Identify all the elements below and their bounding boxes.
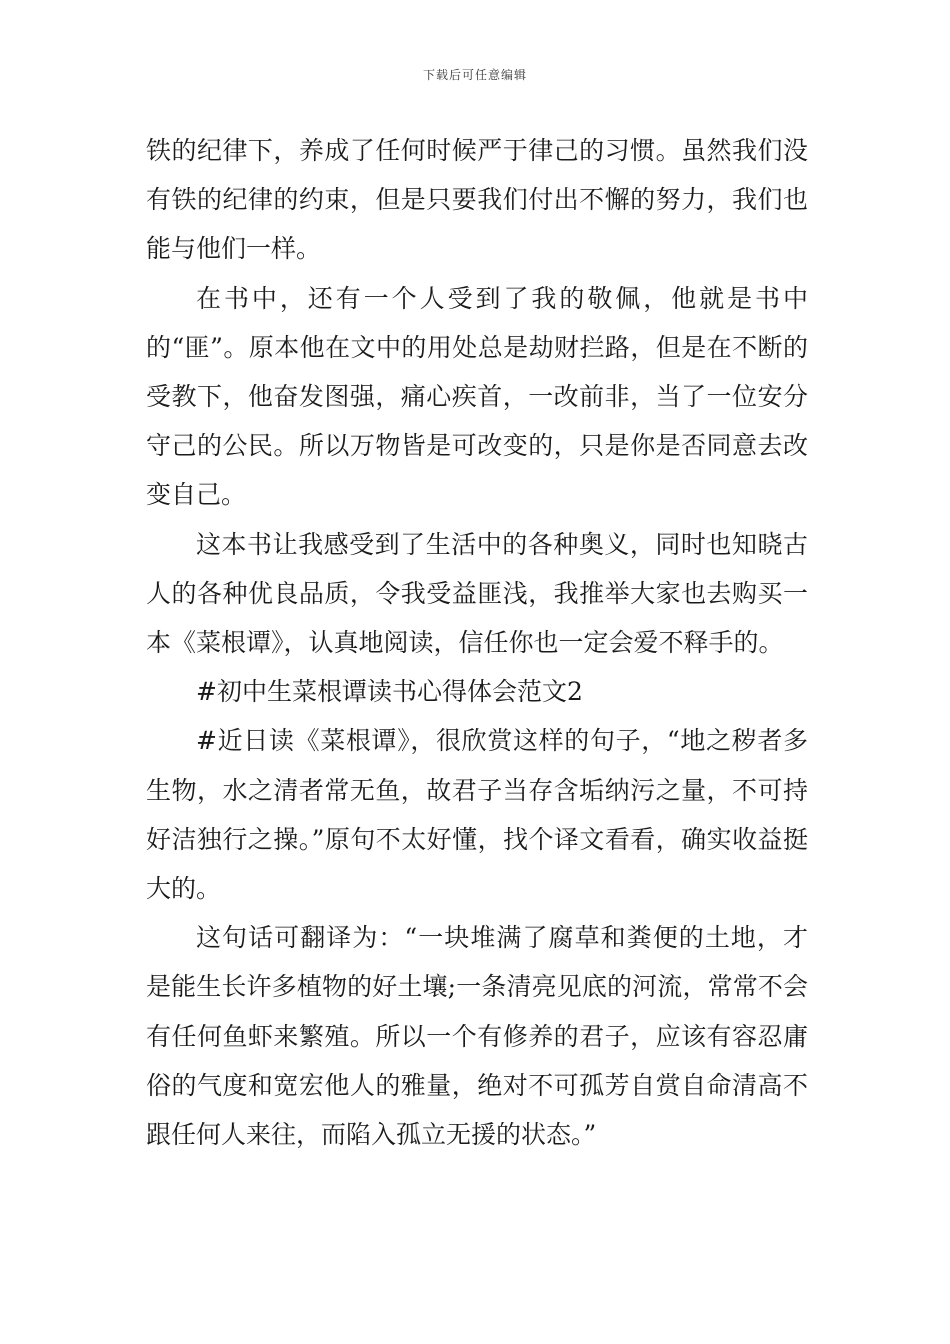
document-body [146,126,808,1159]
paragraph-bandit: 在书中，还有一个人受到了我的敬佩，他就是书中的“匪”。原本他在文中的用处总是劫财拦路，但是在不断的受教下，他奋发图强，痛心疾首，一改前非，当了一位安分守己的公民。所以万物皆是可改变的，只是你是否同意去改变自己。 [146,283,808,510]
paragraph-continuation: 铁的纪律下，养成了任何时候严于律己的习惯。虽然我们没有铁的纪律的约束，但是只要我们付出不懈的努力，我们也能与他们一样。 [146,136,808,264]
paragraph-translation: 这句话可翻译为：“一块堆满了腐草和粪便的土地，才是能生长许多植物的好土壤;一条清亮见底的河流，常常不会有任何鱼虾来繁殖。所以一个有修养的君子，应该有容忍庸俗的气度和宽宏他人的雅量，绝对不可孤芳自赏自命清高不跟任何人来往，而陷入孤立无援的状态。” [146,923,808,1150]
paragraph-quote: #近日读《菜根谭》，很欣赏这样的句子，“地之秽者多生物，水之清者常无鱼，故君子当存含垢纳污之量，不可持好洁独行之操。”原句不太好懂，找个译文看看，确实收益挺大的。 [146,726,808,904]
paragraph-recommendation: 这本书让我感受到了生活中的各种奥义，同时也知晓古人的各种优良品质，令我受益匪浅，我推举大家也去购买一本《菜根谭》，认真地阅读，信任你也一定会爱不释手的。 [146,529,808,658]
section-heading: #初中生菜根谭读书心得体会范文2 [196,677,583,707]
page-header: 下载后可任意编辑 [422,68,527,82]
